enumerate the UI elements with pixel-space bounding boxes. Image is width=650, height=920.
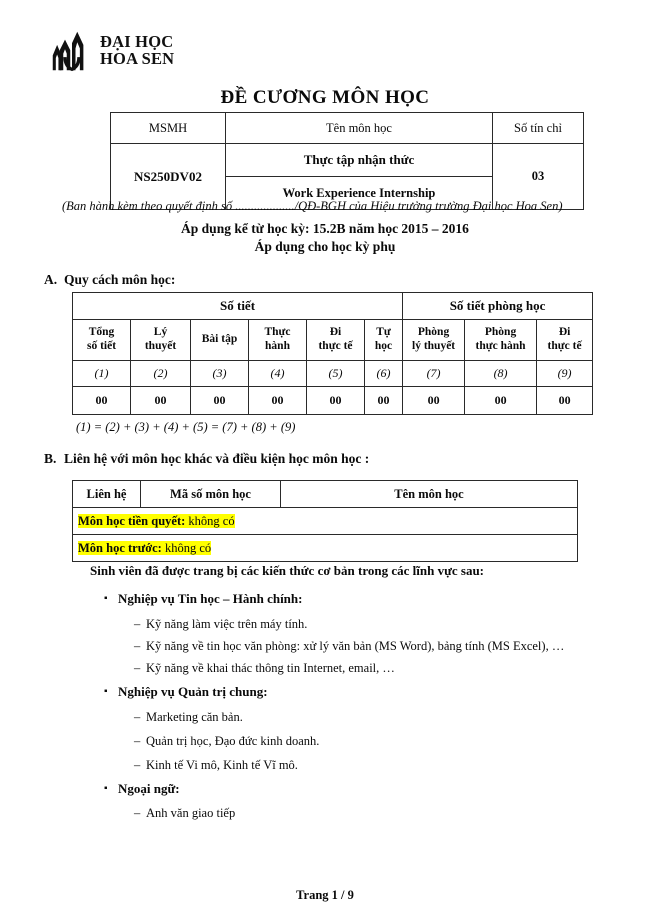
- section-a-formula: (1) = (2) + (3) + (4) + (5) = (7) + (8) + (9): [76, 420, 296, 434]
- bullet-group-foreign-language-title: Ngoại ngữ:: [118, 781, 180, 796]
- section-b-letter: B.: [44, 451, 57, 466]
- prerequisite-label: Môn học tiền quyết:: [78, 513, 186, 528]
- previous-course-label: Môn học trước:: [78, 540, 162, 555]
- table-row: [73, 481, 578, 508]
- header-cell-course-code: Mã số môn học: [141, 481, 281, 508]
- prerequisite-highlight: [78, 514, 235, 528]
- square-bullet-icon: ▪: [104, 593, 108, 604]
- cell-index-7: (7): [403, 361, 465, 387]
- section-b-title: Liên hệ với môn học khác và điều kiện học môn học :: [64, 451, 370, 466]
- col-head-room-fieldtrip-l2: thực tế: [547, 340, 582, 352]
- list-item-text: Anh văn giao tiếp: [146, 806, 236, 820]
- knowledge-intro: Sinh viên đã được trang bị các kiến thức cơ bản trong các lĩnh vực sau:: [90, 563, 485, 578]
- bullet-group-management-title: Nghiệp vụ Quản trị chung:: [118, 684, 268, 699]
- list-item-text: Kỹ năng làm việc trên máy tính.: [146, 617, 308, 631]
- col-head-total: [73, 320, 131, 361]
- table-row: [111, 144, 584, 177]
- section-a-heading: [44, 272, 175, 288]
- col-head-selfstudy: [365, 320, 403, 361]
- col-head-room-practice-l1: Phòng: [484, 326, 517, 339]
- university-name-line2: HOA SEN: [100, 49, 175, 68]
- dash-icon: –: [134, 710, 141, 724]
- header-cell-course-name: Tên môn học: [281, 481, 578, 508]
- cell-index-8: (8): [465, 361, 537, 387]
- cell-credits-value: 03: [493, 144, 584, 210]
- table-row: [73, 320, 593, 361]
- header-cell-credits: Số tín chỉ: [493, 113, 584, 144]
- section-a-letter: A.: [44, 272, 58, 287]
- cell-index-5: (5): [307, 361, 365, 387]
- section-b-heading: [44, 451, 369, 467]
- col-head-practice-l2: hành: [265, 340, 290, 352]
- cell-value-9: 00: [537, 387, 593, 415]
- square-bullet-icon: ▪: [104, 686, 108, 697]
- cell-index-4: (4): [249, 361, 307, 387]
- group-header-room-periods: Số tiết phòng học: [403, 293, 593, 320]
- header-cell-course-name: Tên môn học: [226, 113, 493, 144]
- col-head-total-l2: số tiết: [86, 340, 117, 352]
- col-head-theory-l2: thuyết: [144, 340, 177, 352]
- list-item-text: Marketing căn bản.: [146, 710, 243, 724]
- cell-index-6: (6): [365, 361, 403, 387]
- list-item-text: Kỹ năng về khai thác thông tin Internet, email, …: [146, 661, 395, 675]
- cell-index-3: (3): [191, 361, 249, 387]
- cell-course-name-en: Work Experience Internship: [226, 177, 493, 210]
- university-name: [100, 34, 174, 68]
- col-head-selfstudy-l2: học: [374, 340, 393, 352]
- cell-value-1: 00: [73, 387, 131, 415]
- header-cell-relation: Liên hệ: [73, 481, 141, 508]
- list-item-text: Kinh tế Vi mô, Kinh tế Vĩ mô.: [146, 758, 298, 772]
- row-previous-course: [73, 535, 578, 562]
- list-item: [134, 806, 235, 821]
- col-head-room-fieldtrip-l1: Đi: [558, 326, 571, 339]
- list-item: [134, 661, 395, 676]
- apply-for-extra-semester: Áp dụng cho học kỳ phụ: [254, 239, 396, 254]
- cell-value-8: 00: [465, 387, 537, 415]
- col-head-fieldtrip: [307, 320, 365, 361]
- dash-icon: –: [134, 734, 141, 748]
- cell-value-5: 00: [307, 387, 365, 415]
- col-head-total-l1: Tổng: [88, 326, 115, 339]
- cell-course-name-vi: Thực tập nhận thức: [226, 144, 493, 177]
- cell-value-4: 00: [249, 387, 307, 415]
- dash-icon: –: [134, 661, 141, 675]
- list-item: [134, 710, 243, 725]
- col-head-room-practice: [465, 320, 537, 361]
- cell-value-3: 00: [191, 387, 249, 415]
- col-head-fieldtrip-l2: thực tế: [318, 340, 353, 352]
- col-head-practice-l1: Thực: [264, 326, 291, 339]
- col-head-room-fieldtrip: [537, 320, 593, 361]
- header-cell-msmh: MSMH: [111, 113, 226, 144]
- previous-course-highlight: [78, 541, 211, 555]
- course-specification-table: [72, 292, 593, 415]
- row-prerequisite: [73, 508, 578, 535]
- col-head-room-practice-l2: thực hành: [475, 340, 526, 352]
- table-row: [73, 361, 593, 387]
- list-item: [134, 617, 307, 632]
- col-head-practice: [249, 320, 307, 361]
- hoasen-mountain-logo-icon: [50, 30, 94, 72]
- page-footer: Trang 1 / 9: [296, 888, 354, 902]
- university-logo: [50, 30, 174, 72]
- prerequisite-value: không có: [188, 513, 235, 528]
- list-item: [134, 758, 298, 773]
- col-head-theory-l1: Lý: [153, 326, 168, 339]
- bullet-group-foreign-language: [104, 781, 180, 797]
- col-head-selfstudy-l1: Tự: [376, 326, 391, 339]
- bullet-group-management: [104, 684, 268, 700]
- col-head-exercise-l1: Bài tập: [201, 333, 238, 346]
- table-row: [73, 293, 593, 320]
- previous-course-value: không có: [164, 540, 212, 555]
- list-item: [134, 734, 319, 749]
- bullet-group-it-admin: [104, 591, 302, 607]
- page-title: ĐỀ CƯƠNG MÔN HỌC: [220, 87, 430, 108]
- dash-icon: –: [134, 617, 141, 631]
- apply-from-semester: Áp dụng kể từ học kỳ: 15.2B năm học 2015 – 2016: [181, 221, 469, 236]
- list-item: [134, 639, 564, 654]
- cell-course-code: NS250DV02: [111, 144, 226, 210]
- col-head-room-theory-l2: lý thuyết: [412, 340, 456, 352]
- cell-value-7: 00: [403, 387, 465, 415]
- dash-icon: –: [134, 639, 141, 653]
- cell-index-1: (1): [73, 361, 131, 387]
- col-head-fieldtrip-l1: Đi: [329, 326, 342, 339]
- list-item-text: Kỹ năng về tin học văn phòng: xử lý văn bản (MS Word), bảng tính (MS Excel), …: [146, 639, 565, 653]
- course-header-table: [110, 112, 584, 210]
- university-name-line1: ĐẠI HỌC: [100, 32, 174, 52]
- dash-icon: –: [134, 758, 141, 772]
- list-item-text: Quản trị học, Đạo đức kinh doanh.: [146, 734, 320, 748]
- bullet-group-it-admin-title: Nghiệp vụ Tin học – Hành chính:: [118, 591, 303, 606]
- cell-index-2: (2): [131, 361, 191, 387]
- col-head-exercise: [191, 320, 249, 361]
- course-relation-table: [72, 480, 578, 562]
- col-head-theory: [131, 320, 191, 361]
- cell-index-9: (9): [537, 361, 593, 387]
- table-row: [111, 113, 584, 144]
- dash-icon: –: [134, 806, 141, 820]
- cell-value-2: 00: [131, 387, 191, 415]
- cell-value-6: 00: [365, 387, 403, 415]
- table-row: [73, 508, 578, 535]
- square-bullet-icon: ▪: [104, 783, 108, 794]
- table-row: [73, 387, 593, 415]
- issuance-note: (Ban hành kèm theo quyết định số .................../QĐ-BGH của Hiệu trưởng trường Đại học Hoa Sen): [62, 199, 563, 213]
- col-head-room-theory: [403, 320, 465, 361]
- table-row: [73, 535, 578, 562]
- section-a-title: Quy cách môn học:: [64, 272, 176, 287]
- col-head-room-theory-l1: Phòng: [417, 326, 450, 339]
- group-header-periods: Số tiết: [73, 293, 403, 320]
